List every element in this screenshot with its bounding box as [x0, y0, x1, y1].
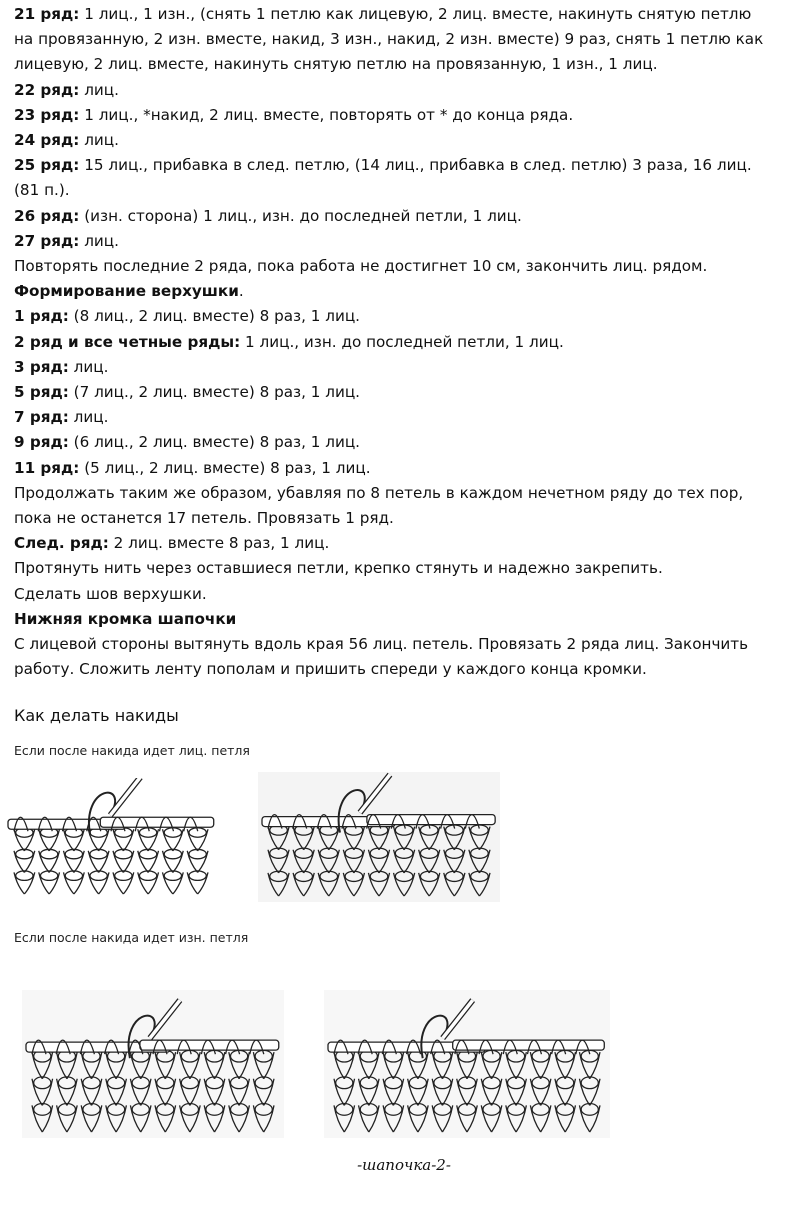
row-text: .	[238, 282, 244, 301]
instruction-line	[14, 405, 804, 430]
instruction-line	[14, 582, 804, 607]
row-text: (7 лиц., 2 лиц. вместе) 8 раз, 1 лиц.	[68, 383, 360, 402]
caption-knit: Если после накида идет лиц. петля	[14, 743, 250, 758]
row-text: лиц.	[79, 80, 119, 99]
row-text: Продолжать таким же образом, убавляя по 8 петель в каждом нечетном ряду до тех пор,	[14, 483, 744, 502]
instruction-line	[14, 304, 804, 329]
instruction-line	[14, 506, 804, 531]
instruction-line	[14, 128, 804, 153]
row-label: Формирование верхушки	[14, 282, 239, 301]
page-footer: -шапочка-2-	[357, 1156, 451, 1174]
instruction-line	[14, 380, 804, 405]
instruction-line	[14, 607, 804, 632]
row-text: 15 лиц., прибавка в след. петлю, (14 лиц., прибавка в след. петлю) 3 раза, 16 лиц.	[79, 156, 752, 175]
row-text: лиц.	[68, 357, 109, 376]
row-text: на провязанную, 2 изн. вместе, накид, 3 изн., накид, 2 изн. вместе) 9 раз, снять 1 петлю как	[14, 30, 764, 49]
row-text: (5 лиц., 2 лиц. вместе) 8 раз, 1 лиц.	[79, 458, 371, 477]
purl-yarn-over-illustration-2	[324, 990, 610, 1138]
instruction-line	[14, 279, 804, 304]
row-label: 21 ряд:	[14, 5, 80, 23]
row-label: 27 ряд:	[14, 231, 80, 250]
row-label: 26 ряд:	[14, 206, 80, 225]
instruction-line	[14, 78, 804, 103]
instruction-line	[14, 178, 804, 203]
instruction-line	[14, 556, 804, 581]
instruction-line	[14, 27, 804, 52]
caption-purl: Если после накида идет изн. петля	[14, 930, 249, 945]
instruction-line	[14, 254, 804, 279]
row-label: 23 ряд:	[14, 105, 80, 124]
instruction-line	[14, 531, 804, 556]
row-text: С лицевой стороны вытянуть вдоль края 56 лиц. петель. Провязать 2 ряда лиц. Закончить	[14, 635, 749, 654]
knit-yarn-over-illustration-1	[4, 778, 218, 900]
row-text: лиц.	[79, 231, 119, 250]
row-text: 1 лиц., 1 изн., (снять 1 петлю как лицевую, 2 лиц. вместе, накинуть снятую петлю	[79, 5, 752, 23]
row-text: (изн. сторона) 1 лиц., изн. до последней петли, 1 лиц.	[79, 206, 522, 225]
row-text: 2 лиц. вместе 8 раз, 1 лиц.	[108, 534, 330, 553]
pattern-instructions	[14, 2, 804, 682]
instruction-line	[14, 153, 804, 178]
row-text: лиц.	[68, 408, 109, 427]
row-label: 1 ряд:	[14, 307, 69, 326]
row-text: лицевую, 2 лиц. вместе, накинуть снятую петлю на провязанную, 1 изн., 1 лиц.	[14, 55, 658, 74]
row-label: След. ряд:	[14, 534, 109, 553]
row-text: работу. Сложить ленту пополам и пришить спереди у каждого конца кромки.	[14, 660, 647, 679]
row-text: Сделать шов верхушки.	[14, 584, 207, 603]
instruction-line	[14, 430, 804, 455]
instruction-line	[14, 204, 804, 229]
instruction-line	[14, 330, 804, 355]
row-label: 11 ряд:	[14, 458, 80, 477]
row-text: 1 лиц., изн. до последней петли, 1 лиц.	[240, 332, 564, 351]
instruction-line	[14, 481, 804, 506]
section-title: Как делать накиды	[14, 706, 179, 725]
row-text: (6 лиц., 2 лиц. вместе) 8 раз, 1 лиц.	[68, 433, 360, 452]
instruction-line	[14, 456, 804, 481]
knit-yarn-over-illustration-2	[258, 772, 500, 902]
row-label: 24 ряд:	[14, 131, 80, 150]
instruction-line	[14, 103, 804, 128]
row-label: 5 ряд:	[14, 383, 69, 402]
row-text: пока не останется 17 петель. Провязать 1 ряд.	[14, 509, 394, 528]
row-text: (8 лиц., 2 лиц. вместе) 8 раз, 1 лиц.	[68, 307, 360, 326]
row-label: 7 ряд:	[14, 408, 69, 427]
row-text: Повторять последние 2 ряда, пока работа не достигнет 10 см, закончить лиц. рядом.	[14, 257, 708, 276]
row-text: Протянуть нить через оставшиеся петли, крепко стянуть и надежно закрепить.	[14, 559, 663, 578]
instruction-line	[14, 52, 804, 77]
row-label: 2 ряд и все четные ряды:	[14, 332, 241, 351]
row-text: 1 лиц., *накид, 2 лиц. вместе, повторять от * до конца ряда.	[79, 105, 574, 124]
purl-yarn-over-illustration-1	[22, 990, 284, 1138]
row-text: (81 п.).	[14, 181, 70, 200]
row-label: 9 ряд:	[14, 433, 69, 452]
instruction-line	[14, 632, 804, 657]
instruction-line	[14, 355, 804, 380]
row-text: лиц.	[79, 131, 119, 150]
instruction-line	[14, 229, 804, 254]
row-label: 22 ряд:	[14, 80, 80, 99]
row-label: 3 ряд:	[14, 357, 69, 376]
row-label: Нижняя кромка шапочки	[14, 609, 237, 628]
row-label: 25 ряд:	[14, 156, 80, 175]
instruction-line	[14, 2, 804, 27]
instruction-line	[14, 657, 804, 682]
